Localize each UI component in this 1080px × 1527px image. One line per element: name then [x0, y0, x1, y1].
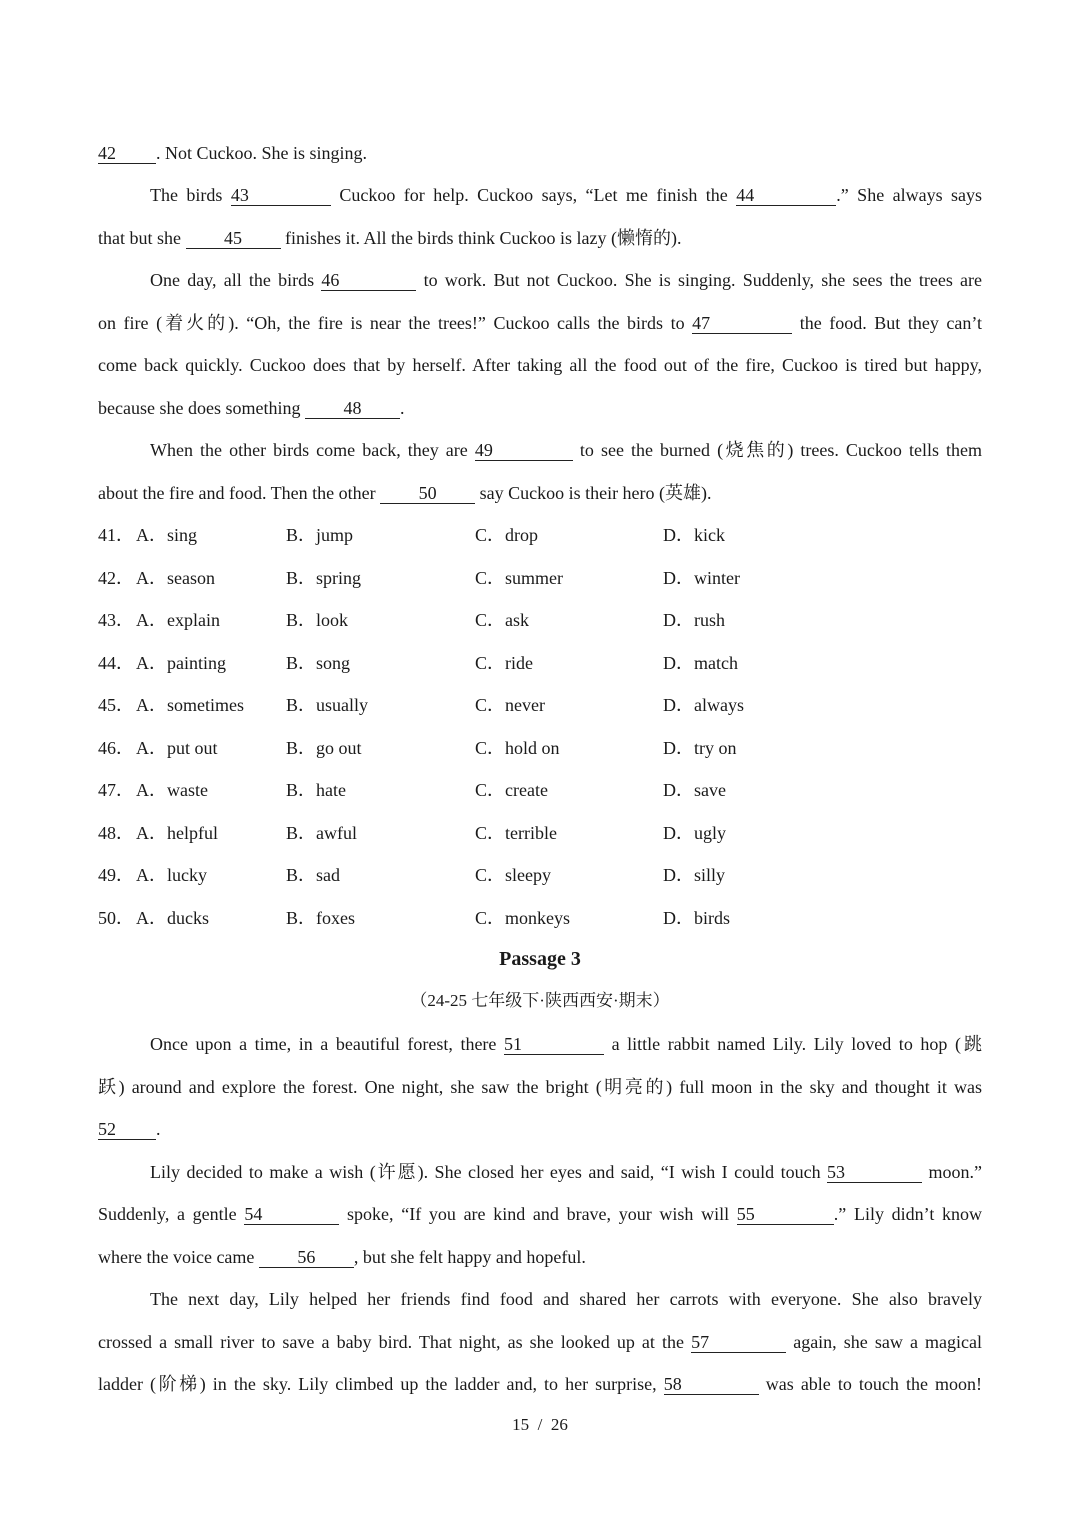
blank-55: 55 [737, 1204, 834, 1225]
option-d: D．silly [663, 865, 726, 885]
option-b: B．look [286, 610, 349, 630]
option-a: A．waste [136, 780, 208, 800]
blank-44: 44 [736, 185, 836, 206]
blank-43: 43 [231, 185, 331, 206]
blank-56: 56 [259, 1247, 354, 1268]
passage-line: The next day, Lily helped her friends find food and shared her carrots with everyone. She also bravely [150, 1289, 982, 1309]
passage-line: about the fire and food. Then the other 50 say Cuckoo is their hero (英雄). [98, 483, 712, 503]
option-a: A．sometimes [136, 695, 244, 715]
blank-49: 49 [475, 440, 573, 461]
option-a: A．helpful [136, 822, 218, 843]
question-number: 44． [98, 652, 134, 673]
question-number: 42． [98, 567, 134, 588]
option-d: D．save [663, 780, 726, 800]
option-d: D．try on [663, 737, 737, 758]
option-c: C．ask [475, 610, 529, 630]
option-b: B．hate [286, 780, 346, 800]
question-row [98, 821, 982, 845]
option-c: C．create [475, 780, 548, 800]
passage-line: Suddenly, a gentle 54 spoke, “If you are kind and brave, your wish will 55 .” Lily didn’t know [98, 1204, 983, 1224]
question-row [98, 863, 982, 887]
page-number: 15 / 26 [512, 1415, 568, 1434]
option-a: A．ducks [136, 907, 209, 928]
question-number: 45． [98, 695, 134, 715]
question-number: 48． [98, 822, 134, 843]
option-b: B．usually [286, 695, 369, 715]
question-row [98, 566, 982, 590]
option-d: D．birds [663, 907, 730, 928]
blank-53: 53 [827, 1162, 922, 1183]
passage-source: （24-25 七年级下·陕西西安·期末） [410, 991, 670, 1010]
option-c: C．terrible [475, 822, 557, 843]
option-c: C．monkeys [475, 907, 571, 928]
option-b: B．spring [286, 567, 362, 588]
option-b: B．awful [286, 822, 357, 843]
blank-48: 48 [305, 398, 400, 419]
option-c: C．hold on [475, 737, 560, 758]
question-row [98, 608, 982, 632]
passage-line: When the other birds come back, they are 49 to see the burned (烧焦的) trees. Cuckoo tells them [150, 440, 983, 460]
passage-line: ladder (阶梯) in the sky. Lily climbed up the ladder and, to her surprise, 58 was able to touch the moon! [98, 1374, 983, 1394]
option-d: D．always [663, 695, 744, 715]
question-row [98, 651, 982, 675]
blank-47: 47 [692, 313, 792, 334]
question-number: 50． [98, 907, 134, 928]
option-c: C．never [475, 695, 545, 715]
passage-line: come back quickly. Cuckoo does that by herself. After taking all the food out of the fire, Cuckoo is tired but happy, [98, 355, 982, 375]
question-row [98, 736, 982, 760]
passage-title: Passage 3 [499, 948, 581, 970]
blank-51: 51 [504, 1034, 604, 1055]
passage-line: One day, all the birds 46 to work. But not Cuckoo. She is singing. Suddenly, she sees the trees are [150, 270, 983, 290]
question-number: 41． [98, 525, 134, 545]
question-number: 43． [98, 610, 134, 630]
question-row [98, 906, 982, 930]
option-b: B．foxes [286, 907, 355, 928]
passage-line: 42 . Not Cuckoo. She is singing. [98, 143, 368, 163]
option-a: A．season [136, 567, 215, 588]
option-c: C．summer [475, 567, 563, 588]
option-c: C．drop [475, 525, 538, 545]
passage-line: that but she 45 finishes it. All the birds think Cuckoo is lazy (懒惰的). [98, 228, 682, 248]
passage-line: Lily decided to make a wish (许愿). She closed her eyes and said, “I wish I could touch 53 moon.” [150, 1162, 983, 1182]
question-row [98, 693, 982, 717]
passage-line: where the voice came 56 , but she felt happy and hopeful. [98, 1247, 586, 1267]
option-a: A．lucky [136, 865, 207, 885]
option-a: A．put out [136, 737, 218, 758]
blank-54: 54 [244, 1204, 339, 1225]
passage-line: Once upon a time, in a beautiful forest, there 51 a little rabbit named Lily. Lily loved to hop (跳 [150, 1034, 983, 1054]
option-d: D．rush [663, 610, 725, 630]
option-b: B．sad [286, 865, 340, 885]
blank-46: 46 [321, 270, 416, 291]
option-c: C．ride [475, 652, 533, 673]
blank-52: 52 [98, 1119, 156, 1140]
option-a: A．explain [136, 610, 220, 630]
option-a: A．painting [136, 652, 226, 673]
option-b: B．go out [286, 737, 362, 758]
passage-line: because she does something 48 . [98, 398, 405, 418]
question-row [98, 523, 982, 547]
option-b: B．song [286, 652, 351, 673]
option-b: B．jump [286, 525, 354, 545]
option-d: D．kick [663, 525, 725, 545]
option-d: D．match [663, 652, 738, 673]
blank-57: 57 [691, 1332, 786, 1353]
passage-line: The birds 43 Cuckoo for help. Cuckoo says, “Let me finish the 44 .” She always says [150, 185, 983, 205]
option-d: D．ugly [663, 822, 726, 843]
option-d: D．winter [663, 567, 740, 588]
passage-line: crossed a small river to save a baby bird. That night, as she looked up at the 57 again, she saw a magical [98, 1332, 982, 1352]
question-number: 49． [98, 865, 134, 885]
blank-45: 45 [186, 228, 281, 249]
question-number: 46． [98, 737, 134, 758]
passage-line: 跃) around and explore the forest. One night, she saw the bright (明亮的) full moon in the sky and thought it was [98, 1077, 982, 1097]
question-number: 47． [98, 780, 134, 800]
question-row [98, 778, 982, 802]
blank-50: 50 [380, 483, 475, 504]
blank-58: 58 [664, 1374, 759, 1395]
option-a: A．sing [136, 525, 198, 545]
passage-line: 52 . [98, 1119, 161, 1139]
option-c: C．sleepy [475, 865, 551, 885]
passage-line: on fire (着火的). “Oh, the fire is near the trees!” Cuckoo calls the birds to 47 the food. But they can’t [98, 313, 983, 333]
blank-42: 42 [98, 143, 156, 164]
